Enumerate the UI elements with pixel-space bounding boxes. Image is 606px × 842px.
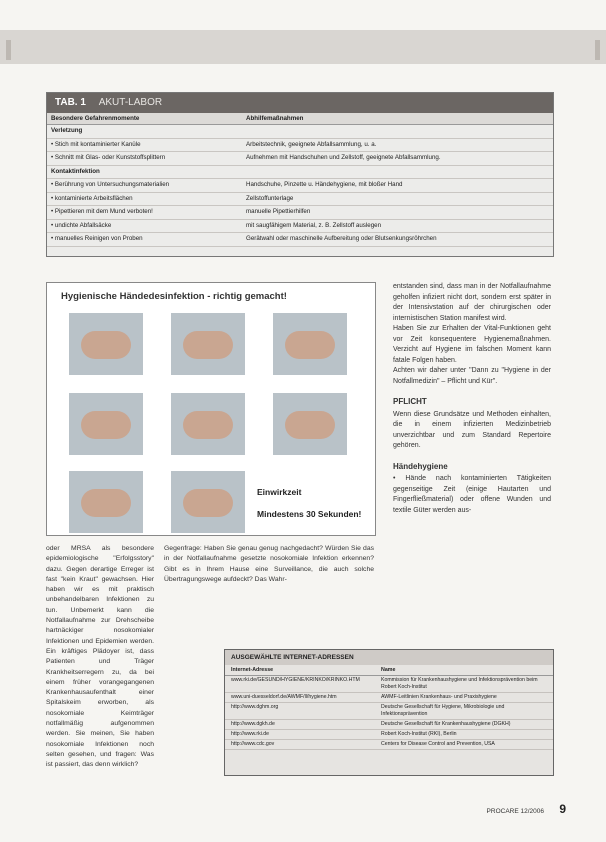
table-cell: Gerätwahl oder maschinelle Aufbereitung oder Blutsenkungsröhrchen xyxy=(246,235,437,242)
table-akut-labor xyxy=(46,92,554,257)
table-cell: Aufnehmen mit Handschuhen und Zellstoff, geeignete Abfallsammlung. xyxy=(246,154,441,161)
table-cell: • undichte Abfallsäcke xyxy=(51,221,112,229)
hand-disinfection-figure xyxy=(46,282,376,536)
photo-step-1 xyxy=(69,313,143,375)
paragraph: • Hände nach kontaminierten Tätigkeiten gegenseitige Zeit (einige Hautarten und Fingerfließmaterial) oder offene Wunden und textile Güter werden aus- xyxy=(393,475,551,514)
paragraph: Haben Sie zur Erhalten der Vital-Funktionen geht vor Zeit konsequentere Hygienemaßnahmen. Verzicht auf Hygiene im falschen Moment kann fatale Folgen haben. xyxy=(393,325,551,364)
links-row xyxy=(225,676,553,693)
table-column-headers xyxy=(47,113,553,125)
column-header-left: Besondere Gefahrenmomente xyxy=(51,115,140,122)
table-cell: • Schnitt mit Glas- oder Kunststoffsplittern xyxy=(51,154,166,161)
links-row xyxy=(225,720,553,730)
links-column-url: Internet-Adresse xyxy=(231,667,274,673)
link-url[interactable]: www.rki.de/GESUND/HYGIENE/KRINKO/KRINKO.HTM xyxy=(231,677,360,683)
table-cell: • kontaminierte Arbeitsflächen xyxy=(51,194,133,202)
photo-step-4 xyxy=(69,393,143,455)
hand-image xyxy=(285,411,335,439)
link-name: Centers for Disease Control and Prevention, USA xyxy=(381,741,495,747)
table-cell: mit saugfähigem Material, z. B. Zellstoff auslegen xyxy=(246,221,382,229)
hand-image xyxy=(81,331,131,359)
photo-step-8 xyxy=(171,471,245,533)
link-name: Deutsche Gesellschaft für Krankenhaushygiene (DGKH) xyxy=(381,721,511,727)
figure-title: Hygienische Händedesinfektion - richtig gemacht! xyxy=(61,291,287,302)
table-cell: • Pipettieren mit dem Mund verboten! xyxy=(51,208,153,215)
paragraph: entstanden sind, dass man in der Notfallaufnahme geholfen infiziert nicht dort, sondern erst später in der Intensivstation auf der chirurgischen oder internistischen Station manifest wird. xyxy=(393,283,551,322)
photo-step-5 xyxy=(171,393,245,455)
links-header: AUSGEWÄHLTE INTERNET-ADRESSEN xyxy=(225,650,553,665)
table-row xyxy=(47,206,553,220)
table-cell: Kontaktinfektion xyxy=(51,167,100,175)
table-row xyxy=(47,125,553,139)
table-cell: Handschuhe, Pinzette u. Händehygiene, mit bloßer Hand xyxy=(246,181,403,188)
photo-step-6 xyxy=(273,393,347,455)
right-text-column xyxy=(393,282,551,516)
links-column-headers xyxy=(225,665,553,676)
hand-image xyxy=(183,489,233,517)
table-cell xyxy=(246,126,549,137)
bottom-text-column-2: Gegenfrage: Haben Sie genau genug nachgedacht? Würden Sie das in der Notfallaufnahme gesetzte nosokomiale Infektion erkennen? Gibt es in Ihrem Hause eine Surveillance, die auch solche Übertragungswege aufdeckt? Das Wahr- xyxy=(164,545,374,583)
hand-image xyxy=(183,411,233,439)
right-crop-mark xyxy=(595,40,600,60)
link-name: Deutsche Gesellschaft für Hygiene, Mikrobiologie und Infektionsprävention xyxy=(381,704,505,717)
page-footer: PROCARE 12/2006 xyxy=(486,808,544,815)
link-name: Robert Koch-Institut (RKI), Berlin xyxy=(381,731,457,737)
hand-image xyxy=(81,411,131,439)
table-label: TAB. 1 xyxy=(55,97,86,108)
hand-image xyxy=(81,489,131,517)
table-row xyxy=(47,220,553,234)
links-row xyxy=(225,740,553,750)
hand-image xyxy=(285,331,335,359)
table-header xyxy=(47,93,553,113)
internet-addresses-box xyxy=(224,649,554,776)
section-heading: PFLICHT xyxy=(393,397,427,406)
table-row xyxy=(47,152,553,166)
table-cell: Verletzung xyxy=(51,127,83,134)
table-row xyxy=(47,193,553,207)
table-row xyxy=(47,233,553,247)
figure-caption-time: Einwirkzeit xyxy=(257,487,302,497)
links-row xyxy=(225,703,553,720)
bottom-text-column-1: oder MRSA als besondere epidemiologische "Erfolgsstory" dazu. Gegen derartige Erreger ist fast "kein Kraut" gewachsen. Hier haben wir es mit praktisch unbehandelbaren Infektionen zu tun. Unbemerkt kann die Notfallaufnahme zur Drehscheibe hartnäckiger nosokomialer Infektionen und Epidemien werden. Ein kräftiges Plädoyer ist, dass Patienten und Träger Krankheitserregern zu, da bei einem früher vorangegangenen Krankenhausaufenthalt einer Spitalskeim erworben, als nosokomiale Keimträger notfallmäßig aufgenommen werden. Sie meinen, Sie haben nosokomiale Infektionen noch selten gesehen, und fragen: Was ist passiert, das denn wirklich? xyxy=(46,545,154,769)
photo-step-2 xyxy=(171,313,245,375)
paragraph: Achten wir daher unter "Dann zu "Hygiene in der Notfallmedizin" – Pflicht und Kür". xyxy=(393,367,551,385)
table-cell: • Berührung von Untersuchungsmaterialien xyxy=(51,181,170,188)
table-cell: manuelle Pipettierhilfen xyxy=(246,208,311,215)
link-name: Kommission für Krankenhaushygiene und Infektionsprävention beim Robert Koch-Institut xyxy=(381,677,538,690)
page-number: 9 xyxy=(559,802,566,816)
table-cell: Zellstoffunterlage xyxy=(246,194,294,202)
table-row xyxy=(47,179,553,193)
link-url[interactable]: http://www.dghm.org xyxy=(231,704,279,710)
table-cell: • manuelles Reinigen von Proben xyxy=(51,235,143,242)
hand-image xyxy=(183,331,233,359)
links-row xyxy=(225,730,553,740)
paragraph: Wenn diese Grundsätze und Methoden einhalten, die in einem infizierten Medizinbetrieb unverzichtbar und zum Standard Repertoire gehören. xyxy=(393,410,551,449)
links-row xyxy=(225,693,553,703)
column-header-right: Abhilfemaßnahmen xyxy=(246,115,304,122)
link-url[interactable]: http://www.cdc.gov xyxy=(231,741,275,747)
photo-step-7 xyxy=(69,471,143,533)
table-cell: • Stich mit kontaminierter Kanüle xyxy=(51,140,141,148)
table-row xyxy=(47,166,553,180)
top-band xyxy=(0,30,606,64)
table-title: AKUT-LABOR xyxy=(98,97,163,108)
table-row xyxy=(47,139,553,153)
link-name: AWMF-Leitlinien Krankenhaus- und Praxishygiene xyxy=(381,694,497,700)
links-column-name: Name xyxy=(381,667,396,673)
photo-step-3 xyxy=(273,313,347,375)
table-cell xyxy=(246,167,549,178)
figure-caption-duration: Mindestens 30 Sekunden! xyxy=(257,509,362,519)
link-url[interactable]: www.uni-duesseldorf.de/AWMF/ll/hygiene.htm xyxy=(231,694,337,700)
link-url[interactable]: http://www.dgkh.de xyxy=(231,721,275,727)
section-heading: Händehygiene xyxy=(393,461,448,471)
link-url[interactable]: http://www.rki.de xyxy=(231,731,270,737)
table-cell: Arbeitstechnik, geeignete Abfallsammlung, u. a. xyxy=(246,140,377,148)
left-crop-mark xyxy=(6,40,11,60)
